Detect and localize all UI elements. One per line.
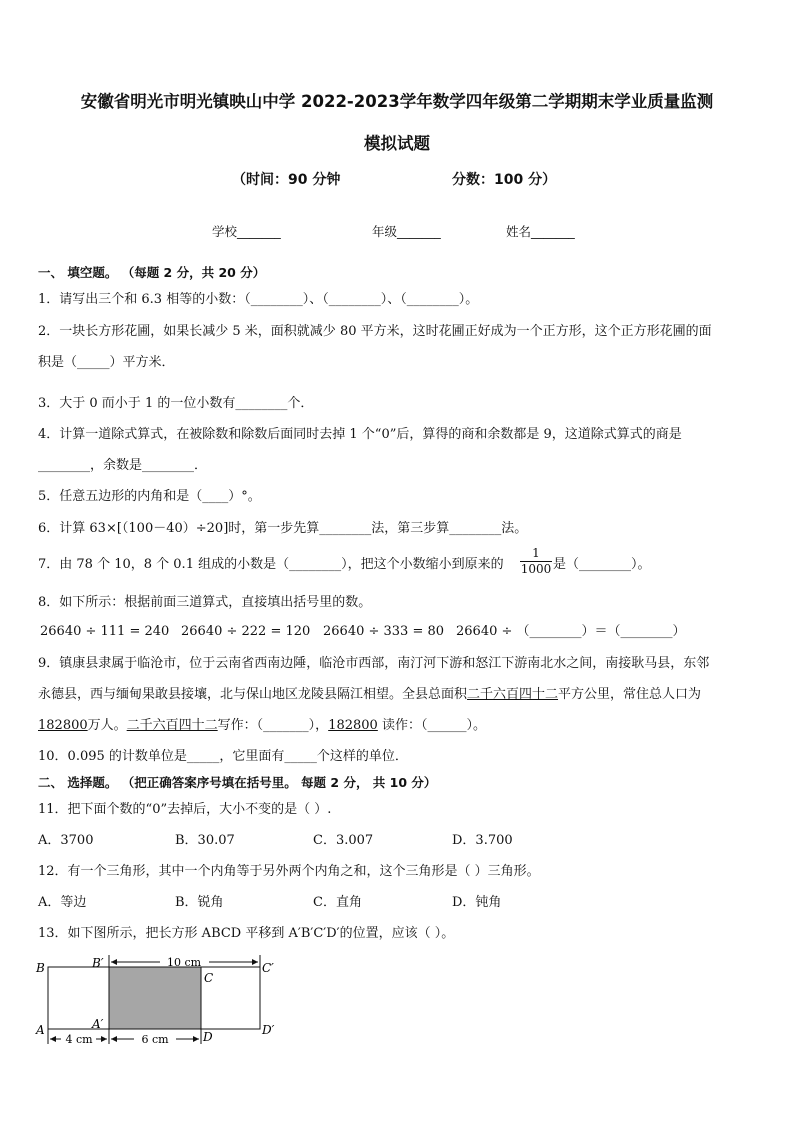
label-c: C (204, 971, 214, 985)
bottom-dimension-label: 6 cm (141, 1033, 169, 1046)
q9-text-d: 写作：（_______）， (217, 718, 329, 733)
q8-equation-3: 26640 ÷ 333 = 80 (323, 624, 445, 639)
question-11: 11．把下面个数的“0”去掉后，大小不变的是（ ）. (38, 802, 332, 817)
label-d-prime: D′ (262, 1023, 275, 1037)
question-10: 10．0.095 的计数单位是_____，它里面有_____个这样的单位． (38, 749, 408, 764)
question-1: 1．请写出三个和 6.3 相等的小数：（________）、（________）、（________）。 (38, 292, 479, 307)
section-2-heading: 二、 选择题。 （把正确答案序号填在括号里。 每题 2 分， 共 10 分） (38, 775, 437, 790)
q11-option-b: B．30.07 (175, 833, 235, 848)
question-3: 3．大于 0 而小于 1 的一位小数有________个． (38, 396, 314, 411)
question-9-line-3 (38, 718, 486, 734)
question-13: 13．如下图所示，把长方形 ABCD 平移到 A′B′C′D′的位置，应该（ ）。 (38, 926, 455, 941)
q11-option-d: D．3.700 (452, 833, 513, 848)
question-7-part-2: 是（________）。 (553, 557, 651, 572)
q9-text-c: 万人。 (87, 718, 127, 733)
question-2-line-2: 积是（_____）平方米． (38, 355, 175, 370)
title-line-1: 安徽省明光市明光镇映山中学 2022-2023学年数学四年级第二学期期末学业质量监测 (80, 92, 714, 111)
q9-text-a: 永德县，西与缅甸果敢县接壤，北与保山地区龙陵县隔江相望。全县总面积 (38, 687, 468, 702)
question-4-line-1: 4．计算一道除式算式，在被除数和除数后面同时去掉 1 个“0”后，算得的商和余数都是 9，这道除式算式的商是 (38, 427, 682, 442)
q9-underlined-population-2: 182800 (328, 718, 378, 733)
label-d: D (203, 1030, 213, 1044)
q9-underlined-area: 二千六百四十二 (467, 687, 559, 702)
question-5: 5．任意五边形的内角和是（____）°。 (38, 489, 261, 504)
translation-figure (34, 952, 284, 1047)
fraction-one-thousandth (520, 547, 552, 576)
question-7-part-1: 7．由 78 个 10，8 个 0.1 组成的小数是（________），把这个小数缩小到原来的 (38, 557, 504, 572)
q8-equation-1: 26640 ÷ 111 = 240 (40, 624, 170, 639)
grade-field: 年级_______ (372, 224, 441, 239)
section-1-heading: 一、 填空题。 （每题 2 分，共 20 分） (38, 265, 266, 280)
q8-equation-2: 26640 ÷ 222 = 120 (181, 624, 311, 639)
q9-text-b: 平方公里，常住总人口为 (558, 687, 702, 702)
label-b: B (36, 961, 45, 975)
question-8: 8．如下所示：根据前面三道算式，直接填出括号里的数。 (38, 595, 372, 610)
label-b-prime: B′ (92, 956, 104, 970)
q11-option-a: A．3700 (38, 833, 94, 848)
fraction-denominator: 1000 (520, 562, 552, 576)
left-dimension-label: 4 cm (65, 1033, 93, 1046)
q12-option-d: D．钝角 (452, 895, 502, 910)
question-9-line-2 (38, 687, 701, 703)
question-12: 12．有一个三角形，其中一个内角等于另外两个内角之和，这个三角形是（ ）三角形。 (38, 864, 540, 879)
top-dimension-label: 10 cm (166, 956, 202, 969)
exam-time: （时间：90 分钟 (232, 172, 341, 188)
question-9-line-1: 9．镇康县隶属于临沧市，位于云南省西南边陲，临沧市西部，南汀河下游和怒江下游南北水之间，南接耿马县，东邻 (38, 656, 710, 671)
title-line-2: 模拟试题 (364, 134, 430, 153)
question-4-line-2: ________，余数是________． (38, 458, 208, 473)
q9-text-e: 读作：（______）。 (377, 718, 486, 733)
school-field: 学校_______ (212, 224, 281, 239)
label-a-prime: A′ (92, 1017, 104, 1031)
fraction-numerator: 1 (532, 546, 540, 560)
q9-underlined-population: 182800 (38, 718, 88, 733)
shaded-rectangle (109, 967, 201, 1029)
q12-option-a: A．等边 (38, 895, 87, 910)
exam-score: 分数：100 分） (452, 172, 557, 188)
q8-equation-4: 26640 ÷ （________）＝（________） (456, 624, 686, 639)
label-a: A (36, 1023, 45, 1037)
question-2-line-1: 2．一块长方形花圃，如果长减少 5 米，面积就减少 80 平方米，这时花圃正好成为一个正方形，这个正方形花圃的面 (38, 324, 712, 339)
q9-underlined-area-2: 二千六百四十二 (126, 718, 218, 733)
label-c-prime: C′ (262, 961, 274, 975)
q11-option-c: C．3.007 (313, 833, 374, 848)
question-6: 6．计算 63×[（100－40）÷20]时，第一步先算________法，第三步算________法。 (38, 521, 528, 536)
q12-option-b: B．锐角 (175, 895, 224, 910)
q12-option-c: C．直角 (313, 895, 362, 910)
name-field: 姓名_______ (506, 224, 575, 239)
